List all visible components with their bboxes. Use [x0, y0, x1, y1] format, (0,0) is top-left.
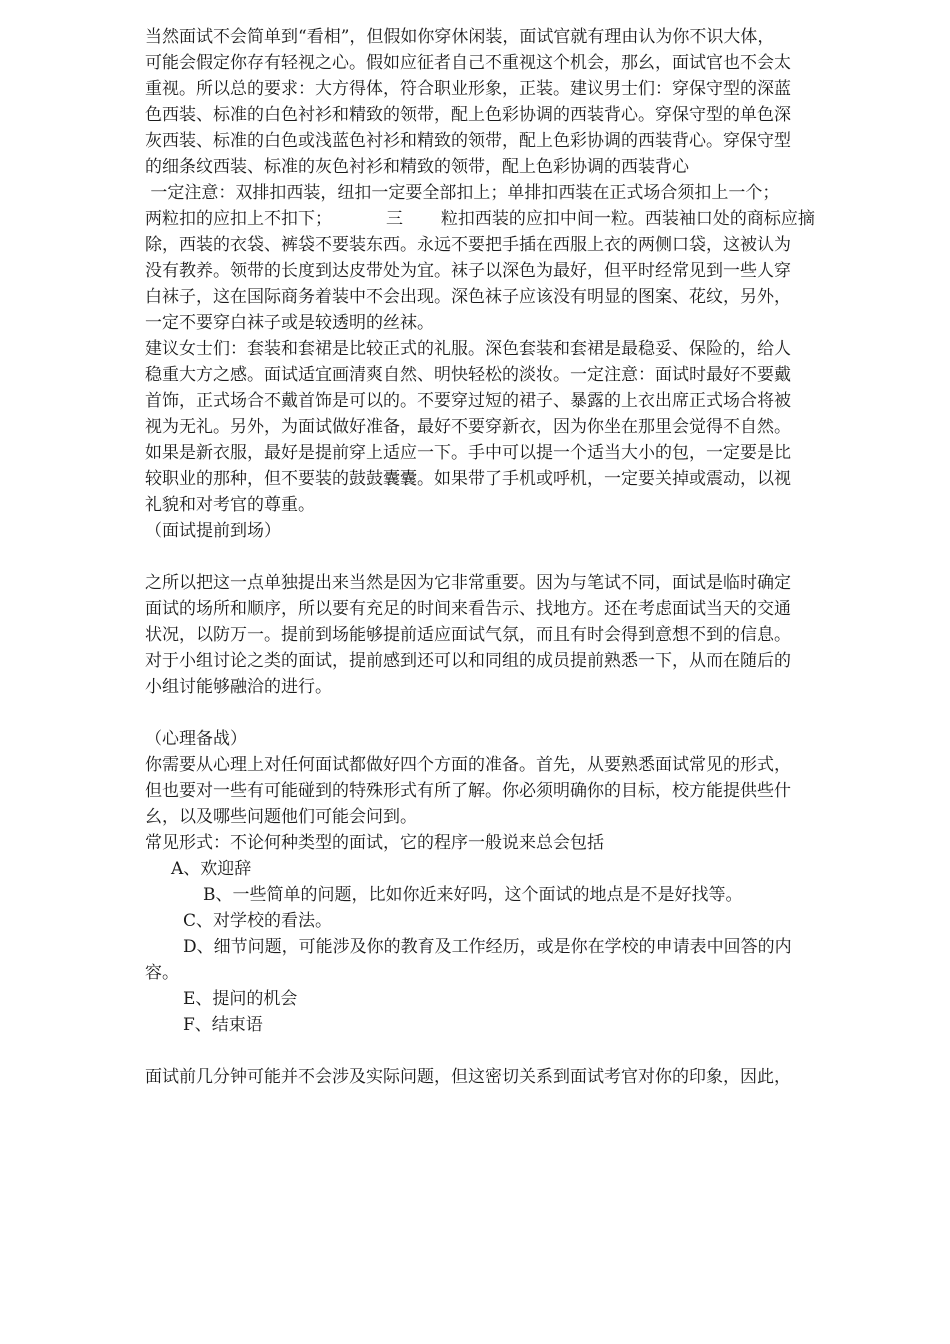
interview-steps-list	[145, 856, 880, 1038]
text-line: 之所以把这一点单独提出来当然是因为它非常重要。因为与笔试不同，面试是临时确定	[145, 573, 791, 593]
text-line: 没有教养。领带的长度到达皮带处为宜。袜子以深色为最好，但平时经常见到一些人穿	[145, 261, 791, 281]
blank-line	[145, 544, 880, 570]
paragraph-dress-men	[145, 24, 880, 180]
text-line: 首饰，正式场合不戴首饰是可以的。不要穿过短的裙子、暴露的上衣出席正式场合将被	[145, 391, 791, 411]
document-page	[145, 24, 880, 1090]
text-line: 当然面试不会简单到“看相”，但假如你穿休闲装，面试官就有理由认为你不识大体，	[145, 27, 775, 47]
paragraph-closing: 面试前几分钟可能并不会涉及实际问题，但这密切关系到面试考官对你的印象，因此，	[145, 1067, 791, 1087]
text-line: 礼貌和对考官的尊重。	[145, 495, 315, 515]
list-item: C、对学校的看法。	[183, 911, 333, 931]
text-line: 白袜子，这在国际商务着装中不会出现。深色袜子应该没有明显的图案、花纹，另外，	[145, 287, 791, 307]
section-heading-arrive-early: （面试提前到场）	[145, 521, 281, 541]
text-line: 一定注意：双排扣西装，纽扣一定要全部扣上；单排扣西装在正式场合须扣上一个；	[145, 183, 780, 203]
text-line: 可能会假定你存有轻视之心。假如应征者自己不重视这个机会，那幺，面试官也不会太	[145, 53, 791, 73]
text-line: 面试的场所和顺序，所以要有充足的时间来看告示、找地方。还在考虑面试当天的交通	[145, 599, 791, 619]
text-line: 稳重大方之感。面试适宜画清爽自然、明快轻松的淡妆。一定注意：面试时最好不要戴	[145, 365, 791, 385]
text-line: 常见形式：不论何种类型的面试，它的程序一般说来总会包括	[145, 833, 604, 853]
text-line: 对于小组讨论之类的面试，提前感到还可以和同组的成员提前熟悉一下，从而在随后的	[145, 651, 791, 671]
list-item: A、欢迎辞	[171, 859, 252, 879]
blank-line	[145, 1038, 880, 1064]
list-item: D、细节问题，可能涉及你的教育及工作经历，或是你在学校的申请表中回答的内	[183, 937, 792, 957]
text-line: 但也要对一些有可能碰到的特殊形式有所了解。你必须明确你的目标，校方能提供些什	[145, 781, 791, 801]
list-item-continuation: 容。	[145, 963, 179, 983]
text-line: 幺，以及哪些问题他们可能会问到。	[145, 807, 417, 827]
section-heading-mental-prep: （心理备战）	[145, 729, 247, 749]
text-line: 你需要从心理上对任何面试都做好四个方面的准备。首先，从要熟悉面试常见的形式，	[145, 755, 791, 775]
text-line: 小组讨能够融洽的进行。	[145, 677, 332, 697]
list-item: B、一些简单的问题，比如你近来好吗，这个面试的地点是不是好找等。	[203, 885, 743, 905]
paragraph-mental-prep	[145, 752, 880, 856]
list-item: F、结束语	[183, 1015, 263, 1035]
text-line: 除，西装的衣袋、裤袋不要装东西。永远不要把手插在西服上衣的两侧口袋，这被认为	[145, 235, 791, 255]
blank-line	[145, 700, 880, 726]
text-line: 建议女士们：套装和套裙是比较正式的礼服。深色套装和套裙是最稳妥、保险的，给人	[145, 339, 791, 359]
paragraph-men-notes	[145, 180, 880, 336]
text-line: 较职业的那种，但不要装的鼓鼓囊囊。如果带了手机或呼机，一定要关掉或震动，以视	[145, 469, 791, 489]
text-line: 灰西装、标准的白色或浅蓝色衬衫和精致的领带，配上色彩协调的西装背心。穿保守型	[145, 131, 791, 151]
text-line: 状况，以防万一。提前到场能够提前适应面试气氛，而且有时会得到意想不到的信息。	[145, 625, 791, 645]
text-line: 视为无礼。另外，为面试做好准备，最好不要穿新衣，因为你坐在那里会觉得不自然。	[145, 417, 791, 437]
text-line: 重视。所以总的要求：大方得体，符合职业形象，正装。建议男士们：穿保守型的深蓝	[145, 79, 791, 99]
list-item: E、提问的机会	[183, 989, 298, 1009]
text-line: 一定不要穿白袜子或是较透明的丝袜。	[145, 313, 434, 333]
text-line: 的细条纹西装、标准的灰色衬衫和精致的领带，配上色彩协调的西装背心	[145, 157, 689, 177]
text-line: 两粒扣的应扣上不扣下； 三 粒扣西装的应扣中间一粒。西装袖口处的商标应摘	[145, 209, 815, 229]
paragraph-women	[145, 336, 880, 518]
paragraph-arrive-early	[145, 570, 880, 700]
text-line: 如果是新衣服，最好是提前穿上适应一下。手中可以提一个适当大小的包，一定要是比	[145, 443, 791, 463]
text-line: 色西装、标准的白色衬衫和精致的领带，配上色彩协调的西装背心。穿保守型的单色深	[145, 105, 791, 125]
